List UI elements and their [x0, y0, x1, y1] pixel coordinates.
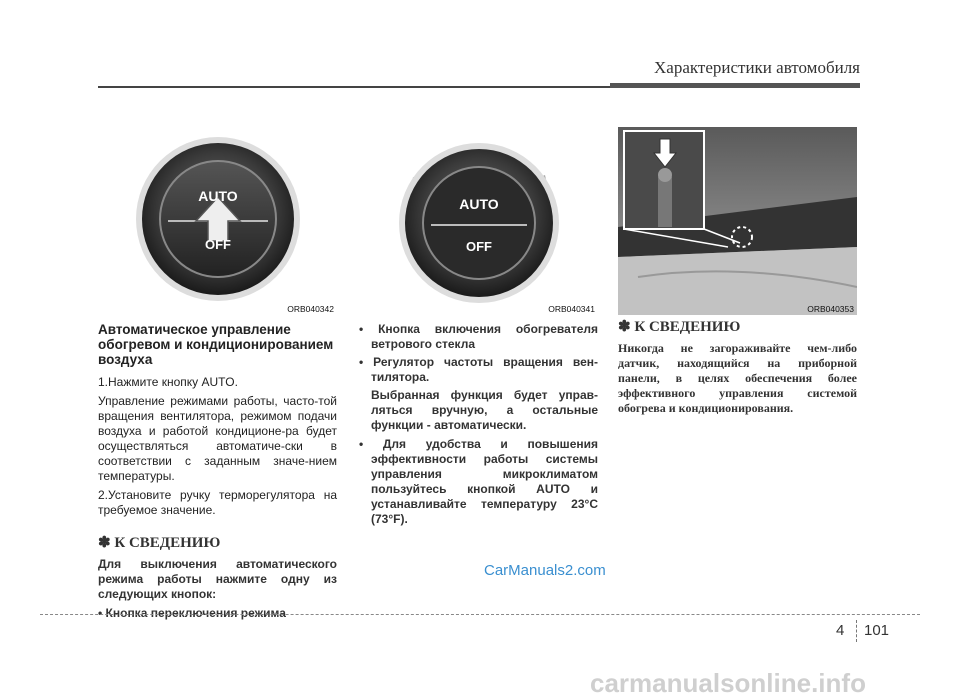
page-number-separator	[856, 620, 858, 642]
bullet-mode-button: • Кнопка переключения режима	[98, 606, 286, 620]
knob1-auto-label: AUTO	[198, 188, 238, 204]
bullet-recommendation: • Для удобства и повышения эффективности работы системы управления микроклиматом пользуйтесь кнопкой AUTO и устанавливайте температуру 23°C (73°F).	[359, 437, 598, 526]
dashboard-photo	[618, 127, 857, 315]
chapter-number: 4	[836, 622, 845, 639]
step-1: 1.Нажмите кнопку AUTO.	[98, 375, 238, 389]
note-heading: ✽ К СВЕДЕНИЮ	[618, 319, 741, 335]
column-1	[98, 322, 337, 624]
column-3	[618, 320, 857, 416]
knob-illustration-1	[98, 127, 337, 315]
paragraph-auto-description: Управление режимами работы, часто-той вращения вентилятора, режимом подачи воздуха и работой кондиционе-ра будет осуществляться автоматиче-ски в соответствии с заданным значе-нием температуры.	[98, 394, 337, 483]
image-caption: ORB040353	[807, 304, 854, 314]
bullet-defrost-button: • Кнопка включения обогревателя ветрового стекла	[359, 322, 598, 351]
page-number: 101	[864, 622, 890, 639]
watermark-carmanuals2: CarManuals2.com	[484, 562, 606, 579]
column-2	[359, 322, 598, 530]
watermark-carmanualsonline: carmanualsonline.info	[590, 668, 866, 698]
figure-auto-button	[98, 127, 337, 315]
footer-rule	[40, 614, 920, 615]
note-heading: ✽ К СВЕДЕНИЮ	[98, 535, 221, 551]
image-caption: ORB040342	[287, 304, 334, 314]
bullet-fan-speed: • Регулятор частоты вращения вен-тилятора.	[359, 355, 598, 384]
header-rule-accent	[610, 83, 860, 88]
figure-dashboard-sensor	[618, 127, 857, 315]
section-heading: Автоматическое управление обогревом и кондиционированием воздуха	[98, 322, 334, 367]
page-header-title: Характеристики автомобиля	[654, 58, 860, 77]
note-text: Для выключения автоматического режима работы нажмите одну из следующих кнопок:	[98, 557, 337, 601]
image-caption: ORB040341	[548, 304, 595, 314]
knob2-off-label: OFF	[466, 239, 492, 254]
knob2-auto-label: AUTO	[459, 196, 499, 212]
knob-illustration-2	[359, 127, 598, 315]
knob1-off-label: OFF	[205, 237, 231, 252]
note-text-sensor: Никогда не загораживайте чем-либо датчик, находящийся на приборной панели, в целях обеспечения более эффективного управления системой обогрева и кондиционирования.	[618, 341, 857, 415]
figure-temperature-knob	[359, 127, 598, 315]
step-2: 2.Установите ручку терморегулятора на требуемое значение.	[98, 488, 337, 517]
paragraph-manual-control: Выбранная функция будет управ-ляться вручную, а остальные функции - автоматически.	[371, 388, 598, 432]
